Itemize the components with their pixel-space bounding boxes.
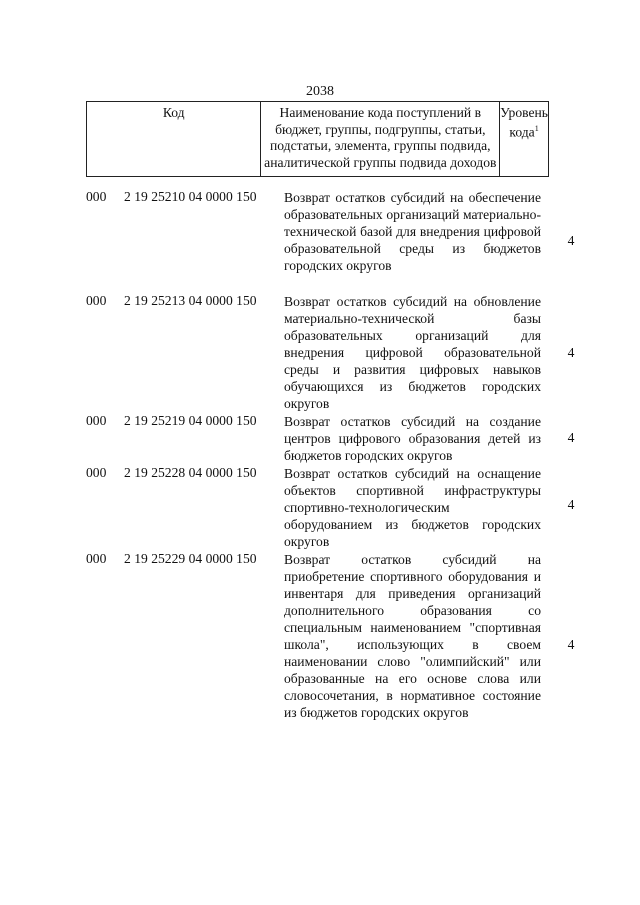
page-number: 2038 (306, 84, 334, 99)
table-body (86, 189, 606, 759)
admin-code: 000 (86, 551, 107, 566)
header-name-line: аналитической группы подвида доходов (264, 154, 497, 170)
income-code: 2 19 25229 04 0000 150 (124, 551, 257, 566)
table-row (86, 293, 606, 413)
admin-code: 000 (86, 293, 107, 308)
income-name: Возврат остатков субсидий на создание центров цифрового образования детей из бюджетов городских округов (284, 414, 541, 463)
income-name: Возврат остатков субсидий на оснащение объектов спортивной инфраструктуры спортивно-технологическим оборудованием из бюджетов городских округов (284, 466, 541, 549)
income-code: 2 19 25219 04 0000 150 (124, 413, 257, 428)
table-row (86, 189, 606, 293)
header-level-line (500, 121, 548, 141)
code-level (541, 551, 601, 759)
table-header (86, 101, 549, 177)
income-name: Возврат остатков субсидий на приобретение спортивного оборудования и инвентаря для приведения организаций дополнительного образования со специальным наименованием "спортивная школа", использующих в своем наименовании слово "олимпийский" или образованные на его основе слова или словосочетания, в нормативное состояние из бюджетов городских округов (284, 552, 541, 720)
income-code: 2 19 25213 04 0000 150 (124, 293, 257, 308)
admin-code: 000 (86, 465, 107, 480)
code-level-value: 4 (567, 345, 575, 360)
footnote-marker: 1 (534, 124, 539, 133)
table-row (86, 465, 606, 551)
header-code: Код (86, 102, 260, 176)
code-level (541, 189, 601, 293)
table-row (86, 551, 606, 759)
code-level-value: 4 (567, 233, 575, 248)
admin-code: 000 (86, 413, 107, 428)
header-name (260, 102, 499, 176)
income-code: 2 19 25228 04 0000 150 (124, 465, 257, 480)
income-name: Возврат остатков субсидий на обновление материально-технической базы образовательных организаций для внедрения цифровой образовательной среды и развития цифровых навыков обучающихся из бюджетов городских округов (284, 294, 541, 411)
header-level-word: кода (509, 124, 535, 140)
header-level (499, 102, 549, 176)
code-level-value: 4 (567, 637, 575, 652)
admin-code: 000 (86, 189, 107, 204)
header-name-line: бюджет, группы, подгруппы, статьи, (275, 121, 486, 137)
income-name: Возврат остатков субсидий на обеспечение образовательных организаций материально-технической базой для внедрения цифровой образовательной среды из бюджетов городских округов (284, 190, 541, 273)
code-level-value: 4 (567, 430, 575, 445)
code-level-value: 4 (567, 497, 575, 512)
code-level (541, 465, 601, 551)
header-name-line: подстатьи, элемента, группы подвида, (269, 138, 491, 153)
header-level-line: Уровень (500, 105, 548, 120)
header-name-line: Наименование кода поступлений в (279, 105, 482, 120)
code-level (541, 293, 601, 413)
code-level (541, 413, 601, 465)
income-code: 2 19 25210 04 0000 150 (124, 189, 257, 204)
table-row (86, 413, 606, 465)
